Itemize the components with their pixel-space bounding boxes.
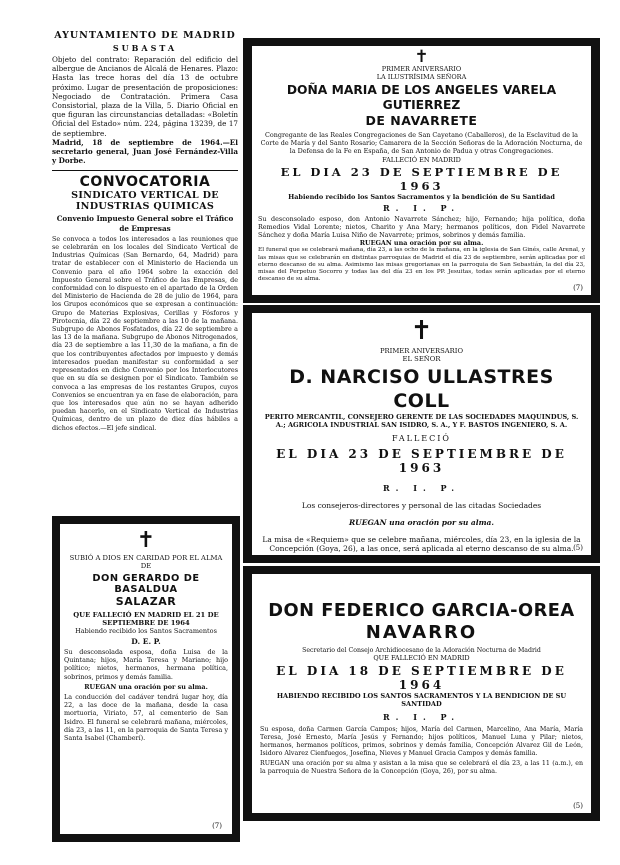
obit-name-1: DON GERARDO DE BASALDUA — [92, 573, 200, 595]
obit1-rip: R. I. P. — [382, 202, 460, 213]
obit2-rip: R. I. P. — [382, 482, 460, 493]
obit3-secretary: Secretario del Consejo Archidiocesano de la Adoración Nocturna de Madrid — [302, 647, 541, 654]
obit-died: QUE FALLECIÓ EN MADRID EL 21 DE SEPTIEMBRE DE 1964 — [73, 611, 219, 627]
obit1-died: FALLECIÓ EN MADRID — [382, 155, 461, 164]
obituary-varela — [252, 46, 591, 295]
obit1-day: EL DIA 23 DE SEPTIEMBRE DE 1963 — [280, 164, 563, 193]
obit1-body: Su desconsolado esposo, don Antonio Navarrete Sánchez; hijo, Fernando; hija política, doña Remedios Vidal Lorente; nietos, Charito y Ana Mary; hermanos políticos, don Fidel Navarrete Sánchez y doña María Luisa Niño de Navarrete; primos, sobrinos y demás familia. — [258, 214, 585, 240]
obit2-ruegan: RUEGAN una oración por su alma. — [348, 517, 495, 527]
subasta-sign: Madrid, 18 de septiembre de 1964.—El secretario general, Juan José Fernández-Villa y Dorbe. — [52, 137, 238, 166]
obit-body: Su desconsolada esposa, doña Luisa de la Quintana; hijos, María Teresa y Mariano; hijo político; nietos, hermanos, hermana política, sobrinos, primos y demás familia. — [64, 648, 228, 681]
obit2-mass: La misa de «Requiem» que se celebre mañana, miércoles, día 23, en la iglesia de la Concepción (Goya, 26), a las once, será aplicada al eterno descanso de su alma. — [262, 534, 581, 554]
cross-icon: ✝ — [136, 528, 156, 553]
obit3-number: (5) — [573, 802, 583, 810]
cross-icon: ✝ — [410, 316, 433, 346]
obit3-sacraments: HABIENDO RECIBIDO LOS SANTOS SACRAMENTOS Y LA BENDICION DE SU SANTIDAD — [276, 692, 567, 708]
obit-number: (7) — [212, 822, 222, 830]
obit-rip: D. E. P. — [131, 637, 161, 646]
obit1-congregations: Congregante de las Reales Congregaciones de San Cayetano (Caballeros), de la Esclavitud de la Corte de María y del Santo Rosario; Camarera de la Sección Señoras de la Adoración Nocturna, de la Defensa de la Fe en España, de San Antonio de Padua y otras Congregaciones. — [260, 131, 583, 156]
obit3-died: QUE FALLECIÓ EN MADRID — [373, 654, 470, 662]
convocatoria-sub3: Convenio Impuesto General sobre el Tráfico de Empresas — [56, 214, 234, 233]
convocatoria-body: Se convoca a todos los interesados a las reuniones que se celebrarán en los locales del Sindicato Vertical de Industrias Químicas (San Bernardo, 64, Madrid) para tratar de establecer con el Ministerio de Hacienda un Convenio para el año 1964 sobre la exacción del Impuesto General sobre el Tráfico de las Empresas, de conformidad con lo dispuesto en el apartado de la Orden del Ministerio de Hacienda de 28 de julio de 1964, para los Grupos económicos que se expresan a continuación: Grupo de Materias Explosivas, Cerillas y Fósforos y Pirotecnia, día 22 de septiembre a las 10 de la mañana. Subgrupo de Abonos Fosfatados, día 22 de septiembre a las 13 de la mañana. Subgrupo de Abonos Nitrogenados, día 23 de septiembre a las 11,30 de la mañana, a fin de que los contribuyentes afectados por impuesto y demás interesados puedan manifestar su conformidad a ser representados en dicho Convenio por los Interlocutores que en su día se designen por el Sindicato. También se convoca a las empresas de los restantes Grupos, cuyos Convenios se encuentran ya en fase de elaboración, para que los interesados que aún no se hayan adherido puedan hacerlo, en el Sindicato Vertical de Industrias Químicas, dentro de un plazo de diez días hábiles a dichos efectos.—El jefe sindical. — [52, 234, 238, 432]
obit2-job: PERITO MERCANTIL, CONSEJERO GERENTE DE LAS SOCIEDADES MAQUINDUS, S. A.; AGRICOLA INDUSTRIAL SAN ISIDRO, S. A., Y F. BASTOS INGENIERO, S. A. — [264, 413, 579, 430]
obit1-ruegan: RUEGAN una oración por su alma. — [359, 239, 484, 248]
subasta-body: Objeto del contrato: Reparación del edificio del albergue de Ancianos de Alcalá de Henares. Plazo: Hasta las trece horas del día 13 de octubre próximo. Lugar de presentación de proposiciones: Negociado de Contratación. Primera Casa Consistorial, plaza de la Villa, 5. Diario Oficial en que figuran las circunstancias detalladas: «Boletín Oficial del Estado» núm. 224, página 13239, de 17 de septiembre. — [52, 55, 238, 138]
obituary-ullastres — [252, 313, 591, 555]
obit2-died: FALLECIÓ — [392, 433, 451, 443]
obit-intro: SUBIÓ A DIOS EN CARIDAD POR EL ALMA DE — [69, 554, 223, 570]
obit1-line2: LA ILUSTRÍSIMA SEÑORA — [376, 72, 467, 81]
obit3-rip: R. I. P. — [382, 712, 460, 722]
obituary-basaldua — [60, 524, 232, 834]
obituary-garcia-orea — [252, 574, 591, 813]
obit2-line2: EL SEÑOR — [402, 355, 441, 363]
left-column — [52, 30, 238, 432]
obit3-name-2: NAVARRO — [365, 622, 478, 643]
obit2-name: D. NARCISO ULLASTRES COLL — [289, 366, 554, 412]
obit3-name-1: DON FEDERICO GARCIA-OREA — [268, 600, 575, 621]
obit3-day: EL DIA 18 DE SEPTIEMBRE DE 1964 — [276, 664, 567, 692]
obit3-ruegan: RUEGAN una oración por su alma y asistan a la misa que se celebrará el día 23, a las 11 (a.m.), en la parroquia de Nuestra Señora de la Concepción (Goya, 26), por su alma. — [260, 760, 583, 775]
obit3-body: Su esposa, doña Carmen García Campos; hijos, María del Carmen, Marcelino, Ana María, María Teresa, José Ernesto, María Jesús y Fernando; hijos políticos, Manuel Luna y Pilar; nietos, hermanos, hermanos políticos, primos, sobrinos y demás familia, Concepción Alvarez Gil de León, Isidoro Alvarez Cienfuegos, Josefina, Nieves y Manuel Gracia Campos y demás familia. — [260, 726, 583, 757]
obit1-number: (7) — [573, 284, 583, 292]
obit2-day: EL DIA 23 DE SEPTIEMBRE DE 1963 — [276, 446, 567, 475]
obit2-body: Los consejeros-directores y personal de las citadas Sociedades — [301, 500, 542, 510]
obit1-masses: El funeral que se celebrará mañana, día 23, a las ocho de la mañana, en la iglesia de San Ginés, calle Arenal, y las misas que se celebrarán en distintas parroquias de Madrid el día 23 de septiembre, serán aplicadas por el eterno descanso de su alma. Asimismo las misas gregorianas en la parroquia de San Sebastián, la del día 23, misas del Perpetuo Socorro y todas las del día 23 en los PP. Jesuitas, todas serán aplicadas por el eterno descanso de su alma. — [258, 247, 585, 283]
obit1-name-1: DOÑA MARIA DE LOS ANGELES VARELA GUTIERREZ — [286, 83, 557, 112]
obit1-sacraments: Habiendo recibido los Santos Sacramentos y la bendición de Su Santidad — [288, 192, 555, 201]
obit-ruegan: RUEGAN una oración por su alma. — [84, 682, 208, 691]
obit1-line1: PRIMER ANIVERSARIO — [381, 65, 462, 73]
convocatoria-sub1: SINDICATO VERTICAL DE — [71, 190, 219, 202]
cross-icon: ✝ — [414, 47, 429, 67]
ayuntamiento-title: AYUNTAMIENTO DE MADRID — [54, 30, 236, 41]
obit2-line1: PRIMER ANIVERSARIO — [379, 347, 464, 355]
obit2-number: (5) — [573, 544, 583, 552]
obit-name-2: SALAZAR — [115, 595, 177, 608]
convocatoria-title: CONVOCATORIA — [79, 174, 211, 191]
divider — [52, 170, 238, 171]
convocatoria-sub2: INDUSTRIAS QUIMICAS — [75, 201, 215, 213]
obit-sacraments: Habiendo recibido los Santos Sacramentos — [75, 627, 217, 635]
obit-body-2: La conducción del cadáver tendrá lugar hoy, día 22, a las doce de la mañana, desde la casa mortuoria, Viriato, 57, al cementerio de San Isidro. El funeral se celebrará mañana, miércoles, día 23, a las 11, en la parroquia de Santa Teresa y Santa Isabel (Chamberí). — [64, 693, 228, 743]
obit1-name-2: DE NAVARRETE — [365, 113, 478, 128]
subasta-title: SUBASTA — [112, 43, 178, 53]
